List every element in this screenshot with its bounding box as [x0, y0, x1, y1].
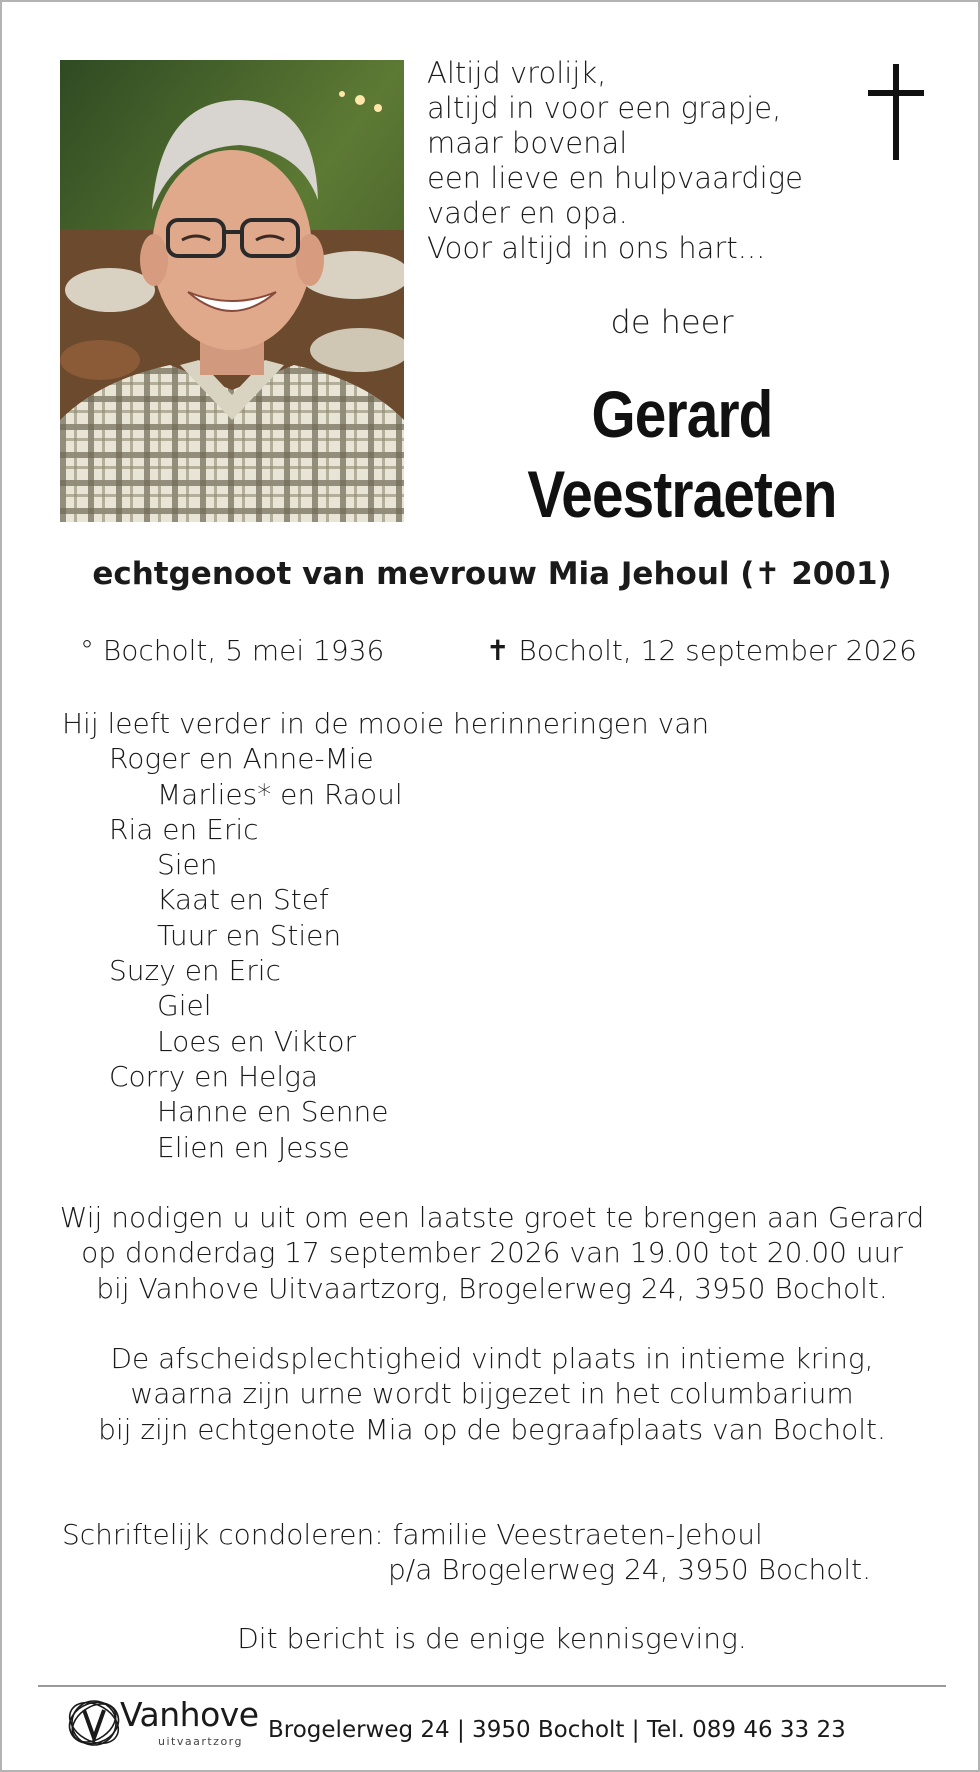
family-intro: Hij leeft verder in de mooie herinneringen van [62, 707, 710, 740]
grandchild-name: Hanne en Senne [157, 1095, 389, 1129]
deceased-name [458, 374, 905, 534]
condolence-line: Schriftelijk condoleren: familie Veestraeten-Jehoul [62, 1518, 763, 1551]
last-name: Veestraeten [527, 457, 837, 531]
ceremony-notice [2, 1341, 980, 1447]
sole-notice: Dit bericht is de enige kennisgeving. [237, 1622, 747, 1655]
poem [427, 56, 803, 266]
child-name: Corry en Helga [109, 1059, 319, 1093]
portrait-illustration [60, 60, 404, 522]
condolence-line: p/a Brogelerweg 24, 3950 Bocholt. [388, 1553, 871, 1587]
footer-address: Brogelerweg 24 | 3950 Bocholt | Tel. 089 46 33 23 [268, 1717, 846, 1743]
poem-line: vader en opa. [427, 196, 628, 230]
grandchild-name: Giel [157, 989, 212, 1023]
child-name: Suzy en Eric [109, 954, 281, 988]
ceremony-line: De afscheidsplechtigheid vindt plaats in intieme kring, [110, 1342, 874, 1375]
cross-icon [868, 64, 924, 160]
poem-line: Voor altijd in ons hart... [427, 231, 766, 265]
poem-line: maar bovenal [427, 126, 628, 160]
first-name: Gerard [591, 377, 773, 451]
birth-date: ° Bocholt, 5 mei 1936 [80, 634, 385, 667]
ceremony-line: waarna zijn urne wordt bijgezet in het columbarium [130, 1377, 854, 1411]
invitation-line: op donderdag 17 september 2026 van 19.00 tot 20.00 uur [81, 1236, 903, 1270]
logo-name: Vanhove [120, 1695, 259, 1734]
family-list [62, 706, 709, 1165]
death-date: ✝ Bocholt, 12 september 2026 [486, 634, 917, 667]
grandchild-name: Marlies* en Raoul [157, 777, 403, 811]
invitation-line: bij Vanhove Uitvaartzorg, Brogelerweg 24, 3950 Bocholt. [96, 1271, 888, 1305]
condolence-address [62, 1517, 942, 1588]
poem-line: een lieve en hulpvaardige [427, 161, 803, 195]
footer-divider [38, 1685, 946, 1687]
grandchild-name: Tuur en Stien [157, 918, 342, 952]
grandchild-name: Elien en Jesse [157, 1130, 350, 1164]
grandchild-name: Sien [157, 848, 218, 882]
child-name: Roger en Anne-Mie [109, 742, 374, 776]
visitation-invitation [2, 1200, 980, 1306]
title-prefix: de heer [610, 303, 734, 341]
spouse-line: echtgenoot van mevrouw Mia Jehoul (✝ 2001) [92, 556, 892, 592]
poem-line: Altijd vrolijk, [427, 56, 607, 90]
invitation-line: Wij nodigen u uit om een laatste groet te brengen aan Gerard [59, 1201, 925, 1234]
grandchild-name: Loes en Viktor [157, 1024, 356, 1058]
ceremony-line: bij zijn echtgenote Mia op de begraafplaats van Bocholt. [98, 1412, 886, 1446]
poem-line: altijd in voor een grapje, [427, 91, 782, 125]
logo-subtitle: uitvaartzorg [158, 1735, 243, 1748]
grandchild-name: Kaat en Stef [157, 883, 329, 917]
portrait-photo [60, 60, 404, 522]
child-name: Ria en Eric [109, 812, 259, 846]
